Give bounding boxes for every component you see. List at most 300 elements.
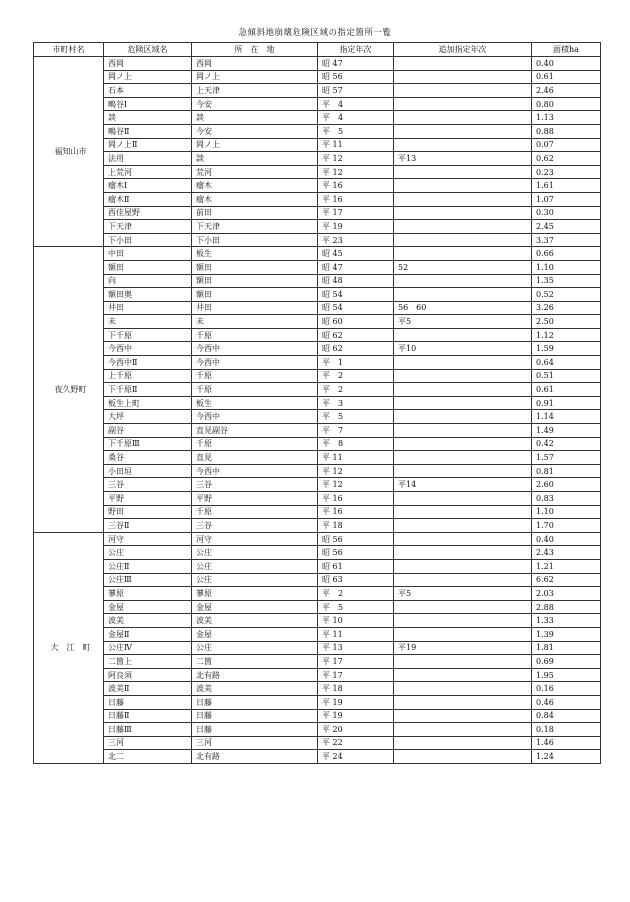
additional-year-cell [394,546,532,560]
area-name-cell: 三河 [104,736,192,750]
area-ha-cell: 0.84 [532,709,601,723]
table-row [34,165,601,179]
table-row [34,750,601,764]
table-row [34,124,601,138]
designation-year-cell: 昭 61 [318,559,394,573]
location-cell: 北有路 [192,750,318,764]
area-ha-cell: 0.80 [532,97,601,111]
designated-areas-table [33,42,601,764]
area-ha-cell: 1.24 [532,750,601,764]
designation-year-cell: 昭 56 [318,532,394,546]
additional-year-cell [394,220,532,234]
area-ha-cell: 0.30 [532,206,601,220]
page-title: 急傾斜地崩壊危険区域の指定箇所一覧 [238,28,392,38]
table-row [34,274,601,288]
location-cell: 今安 [192,97,318,111]
table-row [34,437,601,451]
location-cell: 蓼原 [192,587,318,601]
table-row [34,97,601,111]
area-ha-cell: 0.64 [532,356,601,370]
area-name-cell: 公庄Ⅲ [104,573,192,587]
designation-year-cell: 昭 47 [318,260,394,274]
designation-year-cell: 平 11 [318,138,394,152]
area-ha-cell: 0.07 [532,138,601,152]
additional-year-cell [394,505,532,519]
area-name-cell: 瘤木Ⅱ [104,192,192,206]
additional-year-cell [394,233,532,247]
location-cell: 金屋 [192,600,318,614]
area-ha-cell: 1.61 [532,179,601,193]
area-ha-cell: 0.91 [532,396,601,410]
designation-year-cell: 昭 54 [318,301,394,315]
additional-year-cell [394,668,532,682]
location-cell: 今西中 [192,464,318,478]
table-row [34,138,601,152]
header-location: 所 在 地 [192,43,318,57]
location-cell: 額田 [192,288,318,302]
additional-year-cell [394,124,532,138]
location-cell: 今安 [192,124,318,138]
designation-year-cell: 平 5 [318,124,394,138]
table-row [34,546,601,560]
area-name-cell: 末 [104,315,192,329]
designation-year-cell: 平 1 [318,356,394,370]
location-cell: 今西中 [192,410,318,424]
designation-year-cell: 平 12 [318,165,394,179]
location-cell: 日藤 [192,709,318,723]
additional-year-cell: 平10 [394,342,532,356]
additional-year-cell [394,206,532,220]
table-row [34,723,601,737]
additional-year-cell: 平5 [394,315,532,329]
additional-year-cell [394,192,532,206]
table-row [34,383,601,397]
area-ha-cell: 0.69 [532,655,601,669]
additional-year-cell [394,464,532,478]
additional-year-cell [394,57,532,71]
header-municipality: 市町村名 [34,43,104,57]
additional-year-cell: 平19 [394,641,532,655]
area-ha-cell: 1.70 [532,519,601,533]
location-cell: 岡ノ上 [192,70,318,84]
additional-year-cell [394,356,532,370]
additional-year-cell [394,369,532,383]
table-row [34,736,601,750]
designation-year-cell: 平 5 [318,600,394,614]
area-name-cell: 阿良須 [104,668,192,682]
area-ha-cell: 0.40 [532,57,601,71]
designation-year-cell: 平 17 [318,655,394,669]
area-name-cell: 蓼原 [104,587,192,601]
designation-year-cell: 平 2 [318,369,394,383]
table-row [34,573,601,587]
table-row [34,342,601,356]
additional-year-cell [394,274,532,288]
additional-year-cell [394,492,532,506]
area-ha-cell: 1.95 [532,668,601,682]
area-name-cell: 公庄Ⅱ [104,559,192,573]
designation-year-cell: 平 17 [318,668,394,682]
location-cell: 額田 [192,260,318,274]
table-row [34,424,601,438]
additional-year-cell [394,396,532,410]
location-cell: 三河 [192,736,318,750]
additional-year-cell [394,736,532,750]
table-row [34,627,601,641]
area-name-cell: 岡ノ上 [104,70,192,84]
designation-year-cell: 平 19 [318,709,394,723]
location-cell: 三谷 [192,478,318,492]
additional-year-cell: 平5 [394,587,532,601]
area-name-cell: 西佳屋野 [104,206,192,220]
designation-year-cell: 平 8 [318,437,394,451]
area-ha-cell: 0.52 [532,288,601,302]
area-ha-cell: 0.62 [532,152,601,166]
location-cell: 二箇 [192,655,318,669]
table-row [34,369,601,383]
area-ha-cell: 1.81 [532,641,601,655]
area-ha-cell: 0.23 [532,165,601,179]
area-ha-cell: 2.46 [532,84,601,98]
additional-year-cell [394,695,532,709]
area-name-cell: 額田奥 [104,288,192,302]
area-ha-cell: 1.10 [532,260,601,274]
location-cell: 瘤木 [192,192,318,206]
area-name-cell: 三谷Ⅱ [104,519,192,533]
table-row [34,84,601,98]
area-name-cell: 下千原 [104,328,192,342]
area-ha-cell: 2.03 [532,587,601,601]
area-name-cell: 下天津 [104,220,192,234]
area-ha-cell: 1.13 [532,111,601,125]
table-row [34,668,601,682]
location-cell: 三谷 [192,519,318,533]
location-cell: 公庄 [192,573,318,587]
area-ha-cell: 0.66 [532,247,601,261]
designation-year-cell: 昭 56 [318,70,394,84]
table-row [34,709,601,723]
area-name-cell: 副谷 [104,424,192,438]
location-cell: 今西中 [192,356,318,370]
location-cell: 荒河 [192,165,318,179]
table-row [34,301,601,315]
area-ha-cell: 6.62 [532,573,601,587]
location-cell: 千原 [192,437,318,451]
location-cell: 波美 [192,614,318,628]
area-ha-cell: 1.12 [532,328,601,342]
area-ha-cell: 3.26 [532,301,601,315]
area-name-cell: 日藤Ⅲ [104,723,192,737]
area-name-cell: 平野 [104,492,192,506]
location-cell: 井田 [192,301,318,315]
additional-year-cell [394,288,532,302]
area-name-cell: 二箇上 [104,655,192,669]
table-row [34,614,601,628]
area-name-cell: 額田 [104,260,192,274]
location-cell: 千原 [192,328,318,342]
additional-year-cell [394,165,532,179]
designation-year-cell: 昭 62 [318,342,394,356]
area-name-cell: 金屋Ⅱ [104,627,192,641]
area-ha-cell: 0.16 [532,682,601,696]
location-cell: 直見 [192,451,318,465]
header-area-name: 危険区域名 [104,43,192,57]
location-cell: 金屋 [192,627,318,641]
area-name-cell: 下千原Ⅲ [104,437,192,451]
area-ha-cell: 1.57 [532,451,601,465]
area-ha-cell: 1.49 [532,424,601,438]
designation-year-cell: 昭 54 [318,288,394,302]
table-row [34,451,601,465]
area-name-cell: 談 [104,111,192,125]
designation-year-cell: 平 12 [318,478,394,492]
table-row [34,220,601,234]
area-ha-cell: 0.61 [532,383,601,397]
area-name-cell: 法用 [104,152,192,166]
designation-year-cell: 平 19 [318,220,394,234]
additional-year-cell [394,559,532,573]
area-ha-cell: 2.43 [532,546,601,560]
designation-year-cell: 平 7 [318,424,394,438]
additional-year-cell [394,600,532,614]
area-ha-cell: 0.61 [532,70,601,84]
area-name-cell: 波美Ⅱ [104,682,192,696]
additional-year-cell [394,97,532,111]
location-cell: 末 [192,315,318,329]
designation-year-cell: 昭 48 [318,274,394,288]
designation-year-cell: 昭 63 [318,573,394,587]
additional-year-cell [394,723,532,737]
area-name-cell: 野田 [104,505,192,519]
area-name-cell: 上荒河 [104,165,192,179]
additional-year-cell: 平13 [394,152,532,166]
designation-year-cell: 平 20 [318,723,394,737]
table-row [34,532,601,546]
area-name-cell: 小田垣 [104,464,192,478]
designation-year-cell: 平 11 [318,627,394,641]
designation-year-cell: 昭 47 [318,57,394,71]
location-cell: 岡ノ上 [192,138,318,152]
table-row [34,396,601,410]
area-ha-cell: 1.07 [532,192,601,206]
designation-year-cell: 平 2 [318,587,394,601]
area-name-cell: 岡ノ上Ⅱ [104,138,192,152]
location-cell: 公庄 [192,559,318,573]
additional-year-cell [394,750,532,764]
designation-year-cell: 平 5 [318,410,394,424]
table-row [34,192,601,206]
area-name-cell: 瘤木Ⅰ [104,179,192,193]
area-name-cell: 公庄Ⅳ [104,641,192,655]
location-cell: 平野 [192,492,318,506]
table-row [34,600,601,614]
header-area-ha: 面積ha [532,43,601,57]
table-row [34,328,601,342]
location-cell: 前田 [192,206,318,220]
area-ha-cell: 1.21 [532,559,601,573]
location-cell: 千原 [192,383,318,397]
area-ha-cell: 0.83 [532,492,601,506]
area-name-cell: 桑谷 [104,451,192,465]
additional-year-cell [394,179,532,193]
area-ha-cell: 0.42 [532,437,601,451]
designation-year-cell: 平 19 [318,695,394,709]
area-name-cell: 河守 [104,532,192,546]
location-cell: 千原 [192,505,318,519]
area-ha-cell: 0.18 [532,723,601,737]
area-name-cell: 公庄 [104,546,192,560]
designation-year-cell: 昭 45 [318,247,394,261]
table-row [34,682,601,696]
table-row [34,206,601,220]
area-ha-cell: 2.50 [532,315,601,329]
additional-year-cell [394,573,532,587]
designation-year-cell: 平 10 [318,614,394,628]
additional-year-cell [394,410,532,424]
location-cell: 北有路 [192,668,318,682]
table-row [34,179,601,193]
table-row [34,492,601,506]
additional-year-cell [394,138,532,152]
additional-year-cell [394,682,532,696]
table-row [34,464,601,478]
area-ha-cell: 0.46 [532,695,601,709]
area-ha-cell: 2.45 [532,220,601,234]
area-name-cell: 日藤Ⅱ [104,709,192,723]
area-name-cell: 下千原Ⅱ [104,383,192,397]
area-ha-cell: 2.88 [532,600,601,614]
location-cell: 板生 [192,247,318,261]
area-ha-cell: 1.59 [532,342,601,356]
area-ha-cell: 1.35 [532,274,601,288]
area-name-cell: 下小田 [104,233,192,247]
designation-year-cell: 平 11 [318,451,394,465]
table-header-row [34,43,601,57]
area-ha-cell: 0.40 [532,532,601,546]
area-name-cell: 鴫谷Ⅰ [104,97,192,111]
additional-year-cell [394,709,532,723]
table-row [34,57,601,71]
location-cell: 河守 [192,532,318,546]
header-additional-designation-year: 追加指定年次 [394,43,532,57]
area-name-cell: 金屋 [104,600,192,614]
area-name-cell: 日藤 [104,695,192,709]
location-cell: 日藤 [192,723,318,737]
municipality-cell: 夜久野町 [34,247,104,532]
location-cell: 板生 [192,396,318,410]
additional-year-cell: 平14 [394,478,532,492]
additional-year-cell [394,627,532,641]
municipality-cell: 福知山市 [34,57,104,247]
designation-year-cell: 昭 56 [318,546,394,560]
table-row [34,695,601,709]
location-cell: 日藤 [192,695,318,709]
area-name-cell: 上千原 [104,369,192,383]
designation-year-cell: 平 13 [318,641,394,655]
additional-year-cell [394,84,532,98]
location-cell: 今西中 [192,342,318,356]
table-row [34,505,601,519]
table-row [34,233,601,247]
location-cell: 下小田 [192,233,318,247]
designation-year-cell: 平 16 [318,179,394,193]
area-ha-cell: 1.46 [532,736,601,750]
designation-year-cell: 平 16 [318,505,394,519]
additional-year-cell [394,451,532,465]
area-ha-cell: 0.51 [532,369,601,383]
designation-year-cell: 平 2 [318,383,394,397]
table-body [34,57,601,764]
area-ha-cell: 0.81 [532,464,601,478]
additional-year-cell [394,519,532,533]
designation-year-cell: 平 4 [318,97,394,111]
designation-year-cell: 平 24 [318,750,394,764]
designation-year-cell: 昭 57 [318,84,394,98]
area-name-cell: 向 [104,274,192,288]
location-cell: 公庄 [192,641,318,655]
additional-year-cell: 52 [394,260,532,274]
additional-year-cell [394,383,532,397]
municipality-cell: 大 江 町 [34,532,104,763]
additional-year-cell [394,614,532,628]
area-ha-cell: 2.60 [532,478,601,492]
table-row [34,152,601,166]
location-cell: 額田 [192,274,318,288]
designation-year-cell: 昭 60 [318,315,394,329]
area-name-cell: 今西中Ⅱ [104,356,192,370]
table-row [34,410,601,424]
area-ha-cell: 1.14 [532,410,601,424]
table-row [34,655,601,669]
additional-year-cell [394,247,532,261]
location-cell: 公庄 [192,546,318,560]
area-ha-cell: 3.37 [532,233,601,247]
additional-year-cell [394,424,532,438]
designation-year-cell: 平 16 [318,192,394,206]
table-row [34,587,601,601]
area-ha-cell: 1.39 [532,627,601,641]
table-row [34,260,601,274]
table-row [34,70,601,84]
location-cell: 千原 [192,369,318,383]
table-row [34,315,601,329]
area-name-cell: 石本 [104,84,192,98]
area-name-cell: 波美 [104,614,192,628]
additional-year-cell [394,70,532,84]
designation-year-cell: 平 22 [318,736,394,750]
designation-year-cell: 平 23 [318,233,394,247]
designation-year-cell: 平 12 [318,152,394,166]
location-cell: 波美 [192,682,318,696]
location-cell: 談 [192,152,318,166]
location-cell: 直見副谷 [192,424,318,438]
additional-year-cell: 56 60 [394,301,532,315]
header-designation-year: 指定年次 [318,43,394,57]
location-cell: 上天津 [192,84,318,98]
area-name-cell: 三谷 [104,478,192,492]
area-ha-cell: 1.33 [532,614,601,628]
additional-year-cell [394,328,532,342]
area-name-cell: 板生上町 [104,396,192,410]
table-row [34,356,601,370]
designation-year-cell: 平 18 [318,519,394,533]
designation-year-cell: 平 4 [318,111,394,125]
table-row [34,247,601,261]
designation-year-cell: 平 16 [318,492,394,506]
area-ha-cell: 0.88 [532,124,601,138]
location-cell: 西岡 [192,57,318,71]
designation-year-cell: 平 3 [318,396,394,410]
